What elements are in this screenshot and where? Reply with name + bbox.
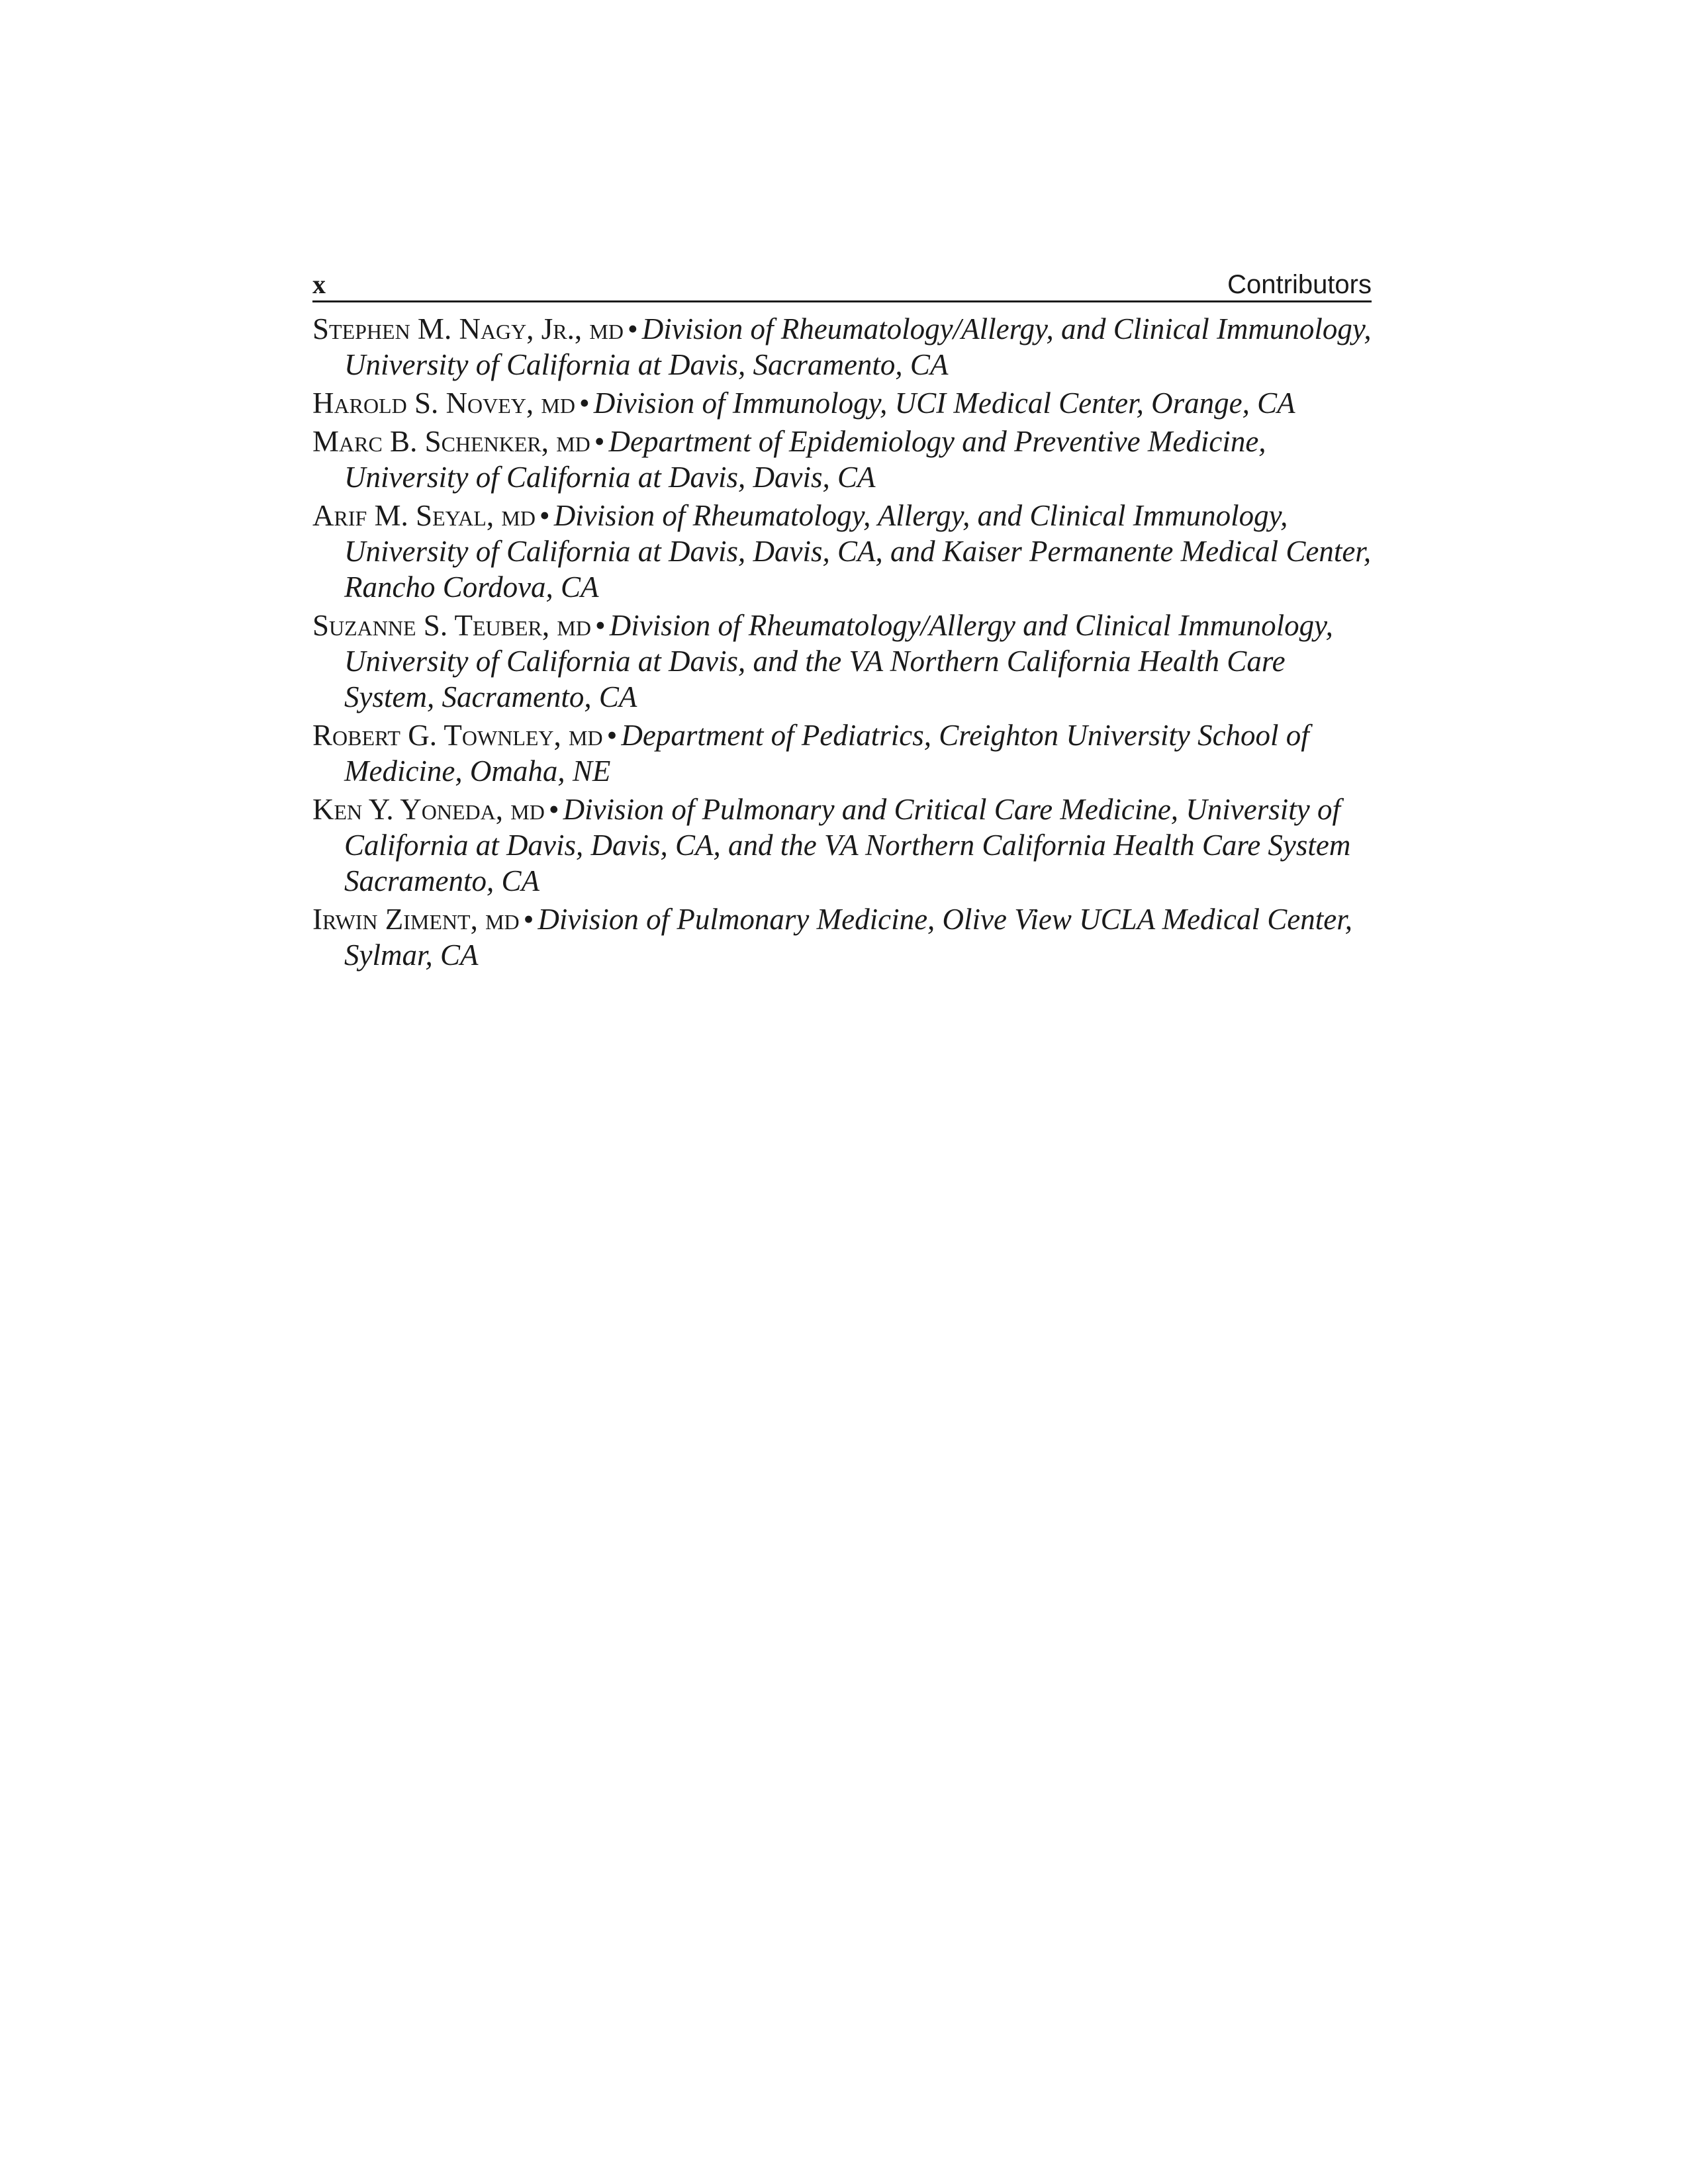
contributor-name: Arif M. Seyal,: [312, 499, 494, 532]
bullet-separator: •: [523, 903, 534, 936]
contributor-degree: md: [569, 719, 603, 752]
contributor-degree: md: [510, 793, 545, 826]
contributor-name: Stephen M. Nagy, Jr.,: [312, 312, 583, 345]
contributor-affiliation: Department of Pediatrics, Creighton University School of Medicine, Omaha, NE: [344, 719, 1309, 788]
bullet-separator: •: [594, 425, 605, 458]
contributor-name: Irwin Ziment,: [312, 903, 478, 936]
contributor-entry: [312, 717, 1372, 789]
contributor-name: Robert G. Townley,: [312, 719, 561, 752]
contributor-affiliation: Division of Pulmonary Medicine, Olive View UCLA Medical Center, Sylmar, CA: [344, 903, 1353, 972]
contributor-degree: md: [501, 499, 536, 532]
bullet-separator: •: [548, 793, 559, 826]
bullet-separator: •: [594, 609, 606, 642]
contributor-entry: [312, 424, 1372, 495]
contributor-entry: [312, 385, 1372, 421]
bullet-separator: •: [627, 312, 638, 345]
contributor-affiliation: Division of Rheumatology/Allergy, and Clinical Immunology, University of California at Davis, Sacramento, CA: [344, 312, 1372, 381]
bullet-separator: •: [539, 499, 550, 532]
bullet-separator: •: [579, 387, 590, 420]
contributor-entry: [312, 498, 1372, 605]
contributor-entry: [312, 311, 1372, 383]
contributor-degree: md: [589, 312, 624, 345]
contributor-affiliation: Division of Immunology, UCI Medical Center, Orange, CA: [593, 387, 1295, 420]
contributor-affiliation: Division of Pulmonary and Critical Care Medicine, University of California at Davis, Davis, CA, and the VA Northern California Health Care System Sacramento, CA: [344, 793, 1351, 897]
contributor-entry: [312, 901, 1372, 973]
page-number: x: [312, 269, 326, 299]
contributor-name: Ken Y. Yoneda,: [312, 793, 503, 826]
contributor-entry: [312, 792, 1372, 899]
bullet-separator: •: [606, 719, 618, 752]
contributor-name: Harold S. Novey,: [312, 387, 534, 420]
contributor-degree: md: [485, 903, 520, 936]
page-header: [312, 259, 1372, 302]
contributor-degree: md: [556, 425, 590, 458]
contributor-affiliation: Division of Rheumatology/Allergy and Clinical Immunology, University of California at Davis, and the VA Northern California Health Care System, Sacramento, CA: [344, 609, 1333, 713]
contributor-list: [312, 311, 1372, 976]
contributor-affiliation: Department of Epidemiology and Preventive Medicine, University of California at Davis, Davis, CA: [344, 425, 1266, 494]
contributor-degree: md: [557, 609, 591, 642]
contributor-name: Marc B. Schenker,: [312, 425, 549, 458]
contributor-degree: md: [541, 387, 575, 420]
contributor-affiliation: Division of Rheumatology, Allergy, and Clinical Immunology, University of California at Davis, Davis, CA, and Kaiser Permanente Medical Center, Rancho Cordova, CA: [344, 499, 1372, 604]
contributor-name: Suzanne S. Teuber,: [312, 609, 550, 642]
contributor-entry: [312, 608, 1372, 715]
running-head: Contributors: [1227, 270, 1372, 299]
